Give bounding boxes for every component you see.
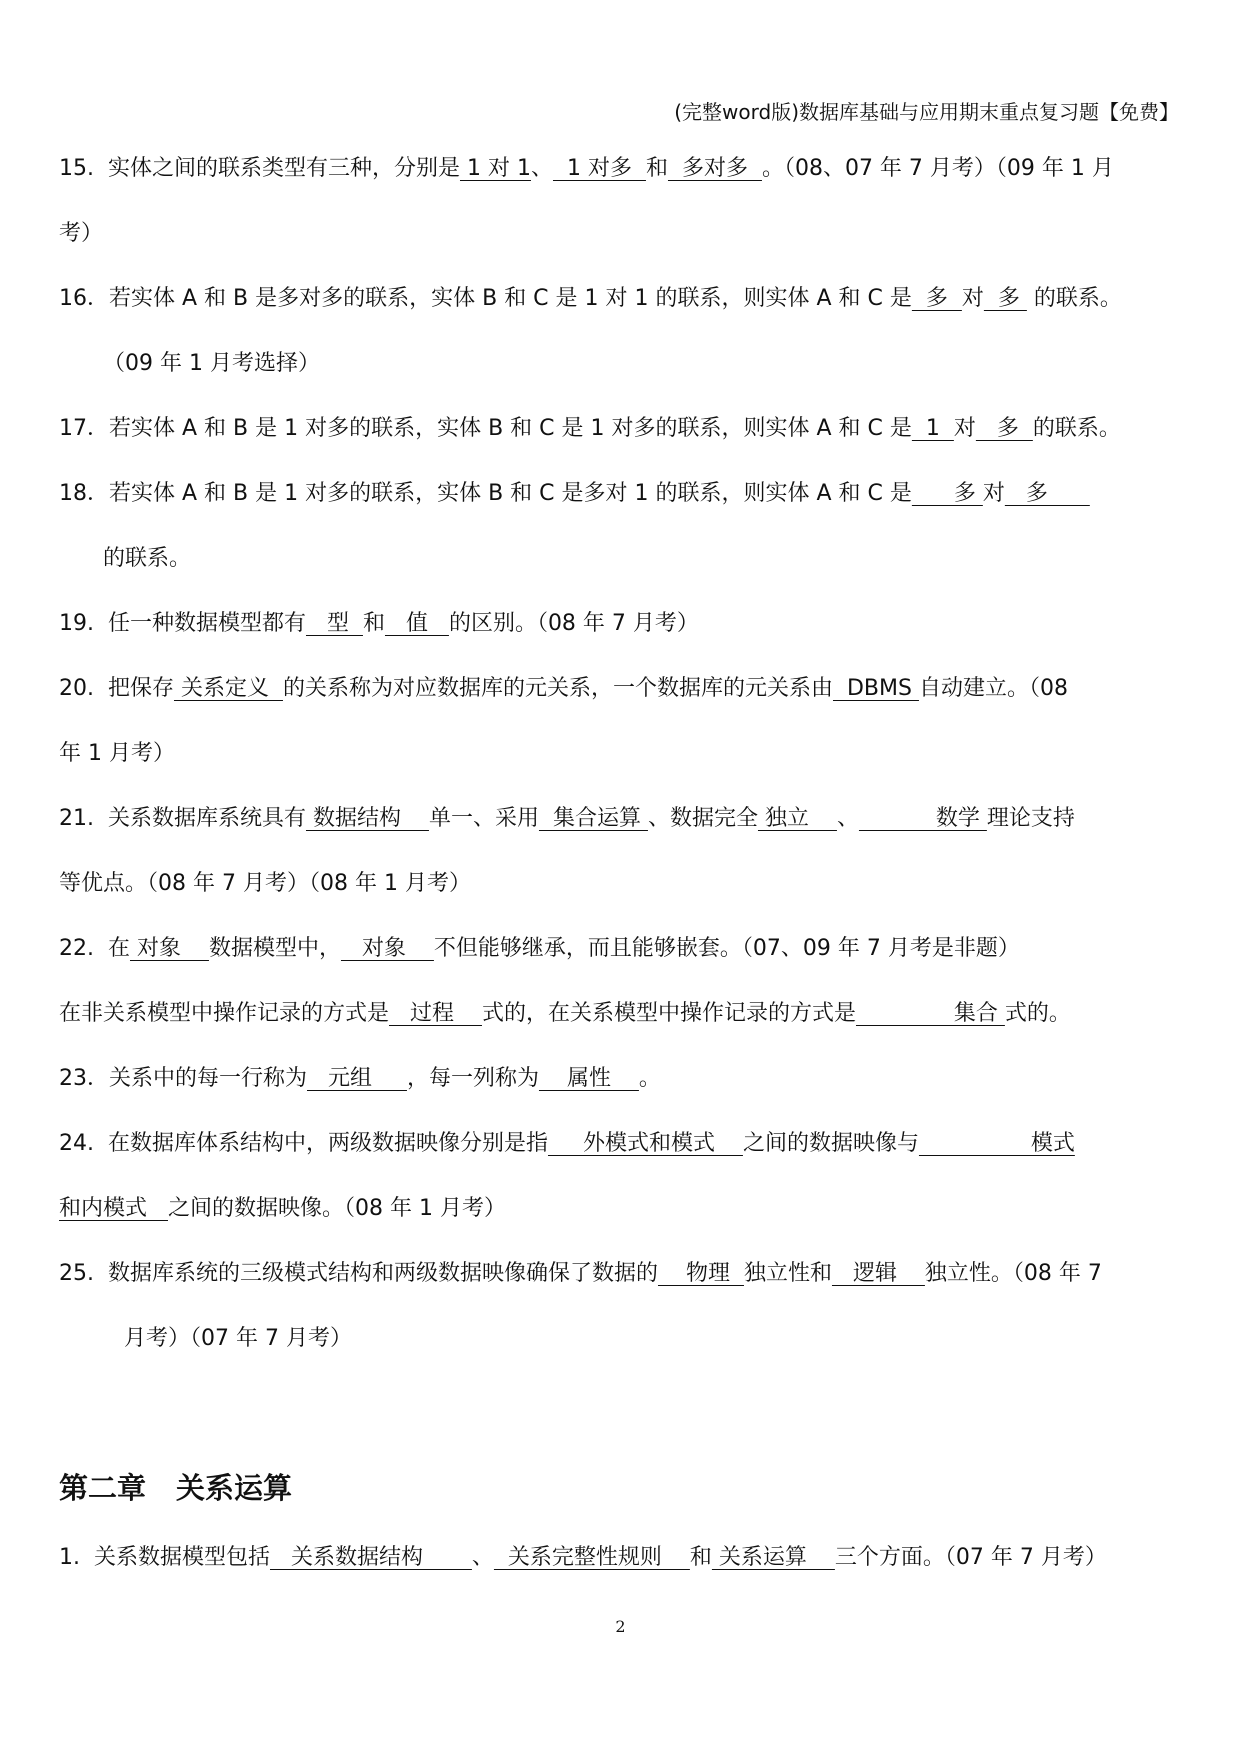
page-header-title: (完整word版)数据库基础与应用期末重点复习题【免费】	[674, 100, 1179, 124]
answer-blank: DBMS	[832, 676, 919, 701]
question-text: 在非关系模型中操作记录的方式是	[59, 1001, 390, 1026]
question-text: 理论支持	[986, 806, 1075, 831]
question-text: 对	[953, 416, 976, 441]
answer-blank: 数学	[858, 806, 987, 831]
question-text: 的联系。	[1032, 416, 1121, 441]
question-line	[59, 1176, 1189, 1241]
question-text: 等优点。（08 年 7 月考）（08 年 1 月考）	[59, 871, 471, 896]
answer-blank: 型	[305, 611, 363, 636]
question-line	[59, 721, 1189, 786]
question-line	[59, 266, 1189, 331]
chapter-number: 第二章	[59, 1471, 147, 1505]
question-q22	[59, 916, 1189, 1046]
question-text: 20. 把保存	[59, 676, 174, 701]
question-text: 、数据完全	[647, 806, 758, 831]
question-q25	[59, 1241, 1189, 1371]
answer-blank: 关系定义	[173, 676, 283, 701]
question-line	[59, 1241, 1189, 1306]
question-q20	[59, 656, 1189, 786]
question-text: 式的，在关系模型中操作记录的方式是	[481, 1001, 856, 1026]
answer-blank: 多	[975, 416, 1033, 441]
question-text: 和	[689, 1545, 712, 1570]
question-line	[59, 786, 1189, 851]
question-text: 25. 数据库系统的三级模式结构和两级数据映像确保了数据的	[59, 1261, 658, 1286]
question-text: 的关系称为对应数据库的元关系，一个数据库的元关系由	[282, 676, 833, 701]
question-text: 的联系。	[103, 546, 192, 571]
question-line	[59, 656, 1189, 721]
answer-blank: 多	[983, 286, 1027, 311]
answer-blank: 1 对多	[552, 156, 646, 181]
question-text: 23．关系中的每一行称为	[59, 1066, 307, 1091]
question-line	[59, 201, 1189, 266]
question-line	[59, 331, 1189, 396]
answer-blank: 1 对 1	[459, 156, 531, 181]
question-text: 1. 关系数据模型包括	[59, 1545, 270, 1570]
question-text: 24. 在数据库体系结构中，两级数据映像分别是指	[59, 1131, 548, 1156]
answer-blank: 元组	[307, 1066, 407, 1091]
answer-blank: 多	[911, 286, 962, 311]
question-text: 不但能够继承，而且能够嵌套。（07、09 年 7 月考是非题）	[433, 936, 1020, 961]
answer-blank: 对象	[340, 936, 434, 961]
question-text: 数据模型中，	[208, 936, 341, 961]
question-line	[59, 136, 1189, 201]
question-text: 独立性。（08 年 7	[924, 1261, 1102, 1286]
question-text: 和	[645, 156, 668, 181]
answer-blank: 关系数据结构	[269, 1545, 472, 1570]
question-text: 自动建立。（08	[918, 676, 1068, 701]
question-line	[59, 396, 1189, 461]
question-text: （09 年 1 月考选择）	[103, 351, 320, 376]
question-text: 的联系。	[1026, 286, 1122, 311]
answer-blank: 1	[911, 416, 954, 441]
question-text: 独立性和	[743, 1261, 832, 1286]
question-text: 之间的数据映像。（08 年 1 月考）	[167, 1196, 506, 1221]
question-text: 之间的数据映像与	[742, 1131, 919, 1156]
question-text: 式的。	[1004, 1001, 1071, 1026]
question-line	[59, 1306, 1189, 1371]
question-line	[59, 1111, 1189, 1176]
question-text: 22. 在	[59, 936, 130, 961]
question-text: 、	[530, 156, 553, 181]
question-q15	[59, 136, 1189, 266]
answer-blank: 值	[384, 611, 449, 636]
answer-blank: 多	[1004, 481, 1090, 506]
question-text: 对	[982, 481, 1005, 506]
answer-blank: 物理	[657, 1261, 744, 1286]
question-text: 的区别。（08 年 7 月考）	[448, 611, 699, 636]
answer-blank: 多	[911, 481, 983, 506]
answer-blank: 对象	[129, 936, 209, 961]
question-text: 单一、采用	[428, 806, 539, 831]
answer-blank: 逻辑	[831, 1261, 925, 1286]
question-q18	[59, 461, 1189, 591]
answer-blank: 关系运算	[711, 1545, 835, 1570]
answer-blank: 集合	[855, 1001, 1005, 1026]
answer-blank: 和内模式	[59, 1196, 168, 1221]
question-line	[59, 851, 1189, 916]
page-number: 2	[615, 1617, 626, 1636]
question-text: 16．若实体 A 和 B 是多对多的联系，实体 B 和 C 是 1 对 1 的联系，则实体 A 和 C 是	[59, 286, 912, 311]
question-text: 。	[638, 1066, 661, 1091]
question-text: 15. 实体之间的联系类型有三种，分别是	[59, 156, 460, 181]
answer-blank: 模式	[918, 1131, 1075, 1156]
question-q19	[59, 591, 1189, 656]
chapter-heading	[59, 1468, 292, 1508]
question-text: 和	[362, 611, 385, 636]
question-q21	[59, 786, 1189, 916]
question-q17	[59, 396, 1189, 461]
chapter-question-1	[59, 1538, 1199, 1578]
question-list	[59, 136, 1189, 1371]
question-text: 对	[961, 286, 984, 311]
question-line	[59, 1046, 1189, 1111]
question-text: 考）	[59, 221, 104, 246]
answer-blank: 数据结构	[305, 806, 429, 831]
question-line	[59, 526, 1189, 591]
question-text: 年 1 月考）	[59, 741, 175, 766]
question-text: 18．若实体 A 和 B 是 1 对多的联系，实体 B 和 C 是多对 1 的联系，则实体 A 和 C 是	[59, 481, 912, 506]
question-text: 21. 关系数据库系统具有	[59, 806, 306, 831]
question-q16	[59, 266, 1189, 396]
answer-blank: 属性	[538, 1066, 639, 1091]
answer-blank: 多对多	[667, 156, 762, 181]
answer-blank: 外模式和模式	[547, 1131, 743, 1156]
question-line	[59, 461, 1189, 526]
question-line	[59, 916, 1189, 981]
chapter-title: 关系运算	[176, 1471, 293, 1505]
question-text: ，每一列称为	[406, 1066, 539, 1091]
question-text: 19. 任一种数据模型都有	[59, 611, 306, 636]
question-line	[59, 981, 1189, 1046]
question-q24	[59, 1111, 1189, 1241]
question-line	[59, 591, 1189, 656]
answer-blank: 过程	[389, 1001, 482, 1026]
question-text: 、	[471, 1545, 494, 1570]
question-text: 、	[836, 806, 859, 831]
question-text: 月考）（07 年 7 月考）	[124, 1326, 352, 1351]
question-text: 17．若实体 A 和 B 是 1 对多的联系，实体 B 和 C 是 1 对多的联系，则实体 A 和 C 是	[59, 416, 912, 441]
question-text: 。（08、07 年 7 月考）（09 年 1 月	[761, 156, 1114, 181]
question-text: 三个方面。（07 年 7 月考）	[834, 1545, 1107, 1570]
question-q23	[59, 1046, 1189, 1111]
answer-blank: 集合运算	[538, 806, 648, 831]
answer-blank: 独立	[757, 806, 837, 831]
answer-blank: 关系完整性规则	[493, 1545, 690, 1570]
